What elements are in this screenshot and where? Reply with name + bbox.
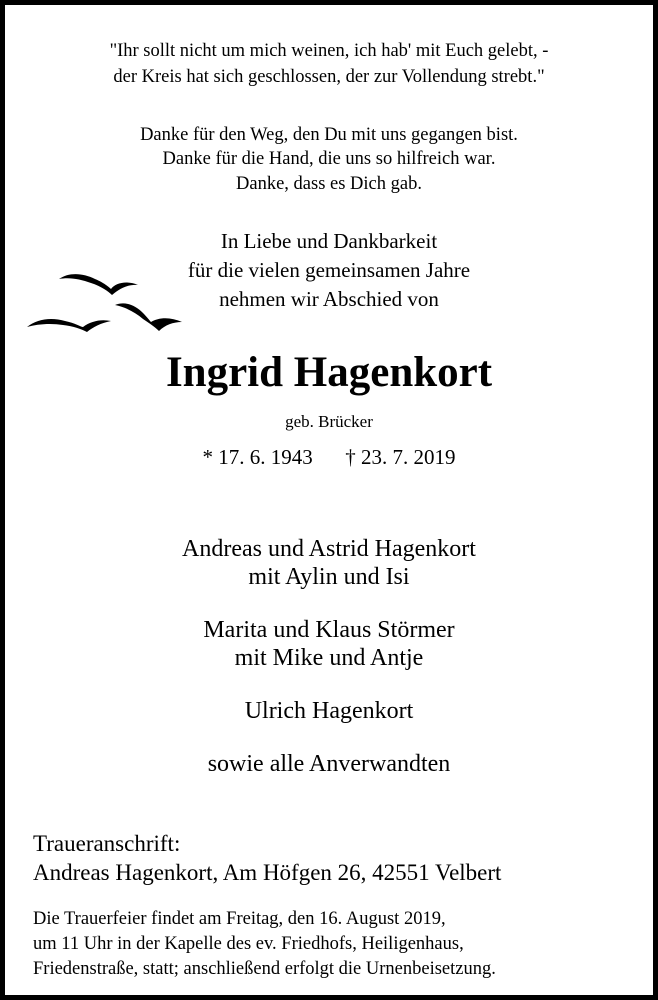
bird-icon [59,274,138,295]
thanks-line-2: Danke für die Hand, die uns so hilfreich war. [162,149,496,169]
thanks-line-1: Danke für den Weg, den Du mit uns gegangen bist. [140,125,518,145]
mourner-line-1: Andreas und Astrid Hagenkort [182,536,476,562]
ceremony-line-2: um 11 Uhr in der Kapelle des ev. Friedhofs, Heiligenhaus, [33,934,464,954]
address-text: Andreas Hagenkort, Am Höfgen 26, 42551 Velbert [33,860,502,885]
death-date: † 23. 7. 2019 [345,445,456,469]
intro-line-3: nehmen wir Abschied von [219,287,439,311]
mourner-line-4: mit Mike und Antje [234,645,424,671]
life-dates [5,445,653,470]
mourner-line-5: Ulrich Hagenkort [244,698,414,724]
birth-name: geb. Brücker [285,412,373,431]
intro-line-1: In Liebe und Dankbarkeit [220,229,438,253]
mourner-line-3: Marita und Klaus Störmer [203,617,455,643]
bird-icon [27,319,111,332]
mourner-line-6: sowie alle Anverwandten [207,751,451,777]
bird-icon [115,303,182,331]
intro-line-2: für die vielen gemeinsamen Jahre [187,258,471,282]
flying-birds-icon [25,265,200,343]
address-label: Traueranschrift: [33,831,181,856]
mourner-line-2: mit Aylin und Isi [248,564,410,590]
birth-date: * 17. 6. 1943 [202,445,313,469]
ceremony-line-1: Die Trauerfeier findet am Freitag, den 16. August 2019, [33,909,446,929]
poem-line-2: der Kreis hat sich geschlossen, der zur Vollendung strebt." [113,67,545,87]
poem-line-1: "Ihr sollt nicht um mich weinen, ich hab' mit Euch gelebt, - [109,41,549,61]
ceremony-line-3: Friedenstraße, statt; anschließend erfolgt die Urnenbeisetzung. [33,959,496,979]
thanks-line-3: Danke, dass es Dich gab. [236,174,422,194]
deceased-name: Ingrid Hagenkort [165,349,493,396]
